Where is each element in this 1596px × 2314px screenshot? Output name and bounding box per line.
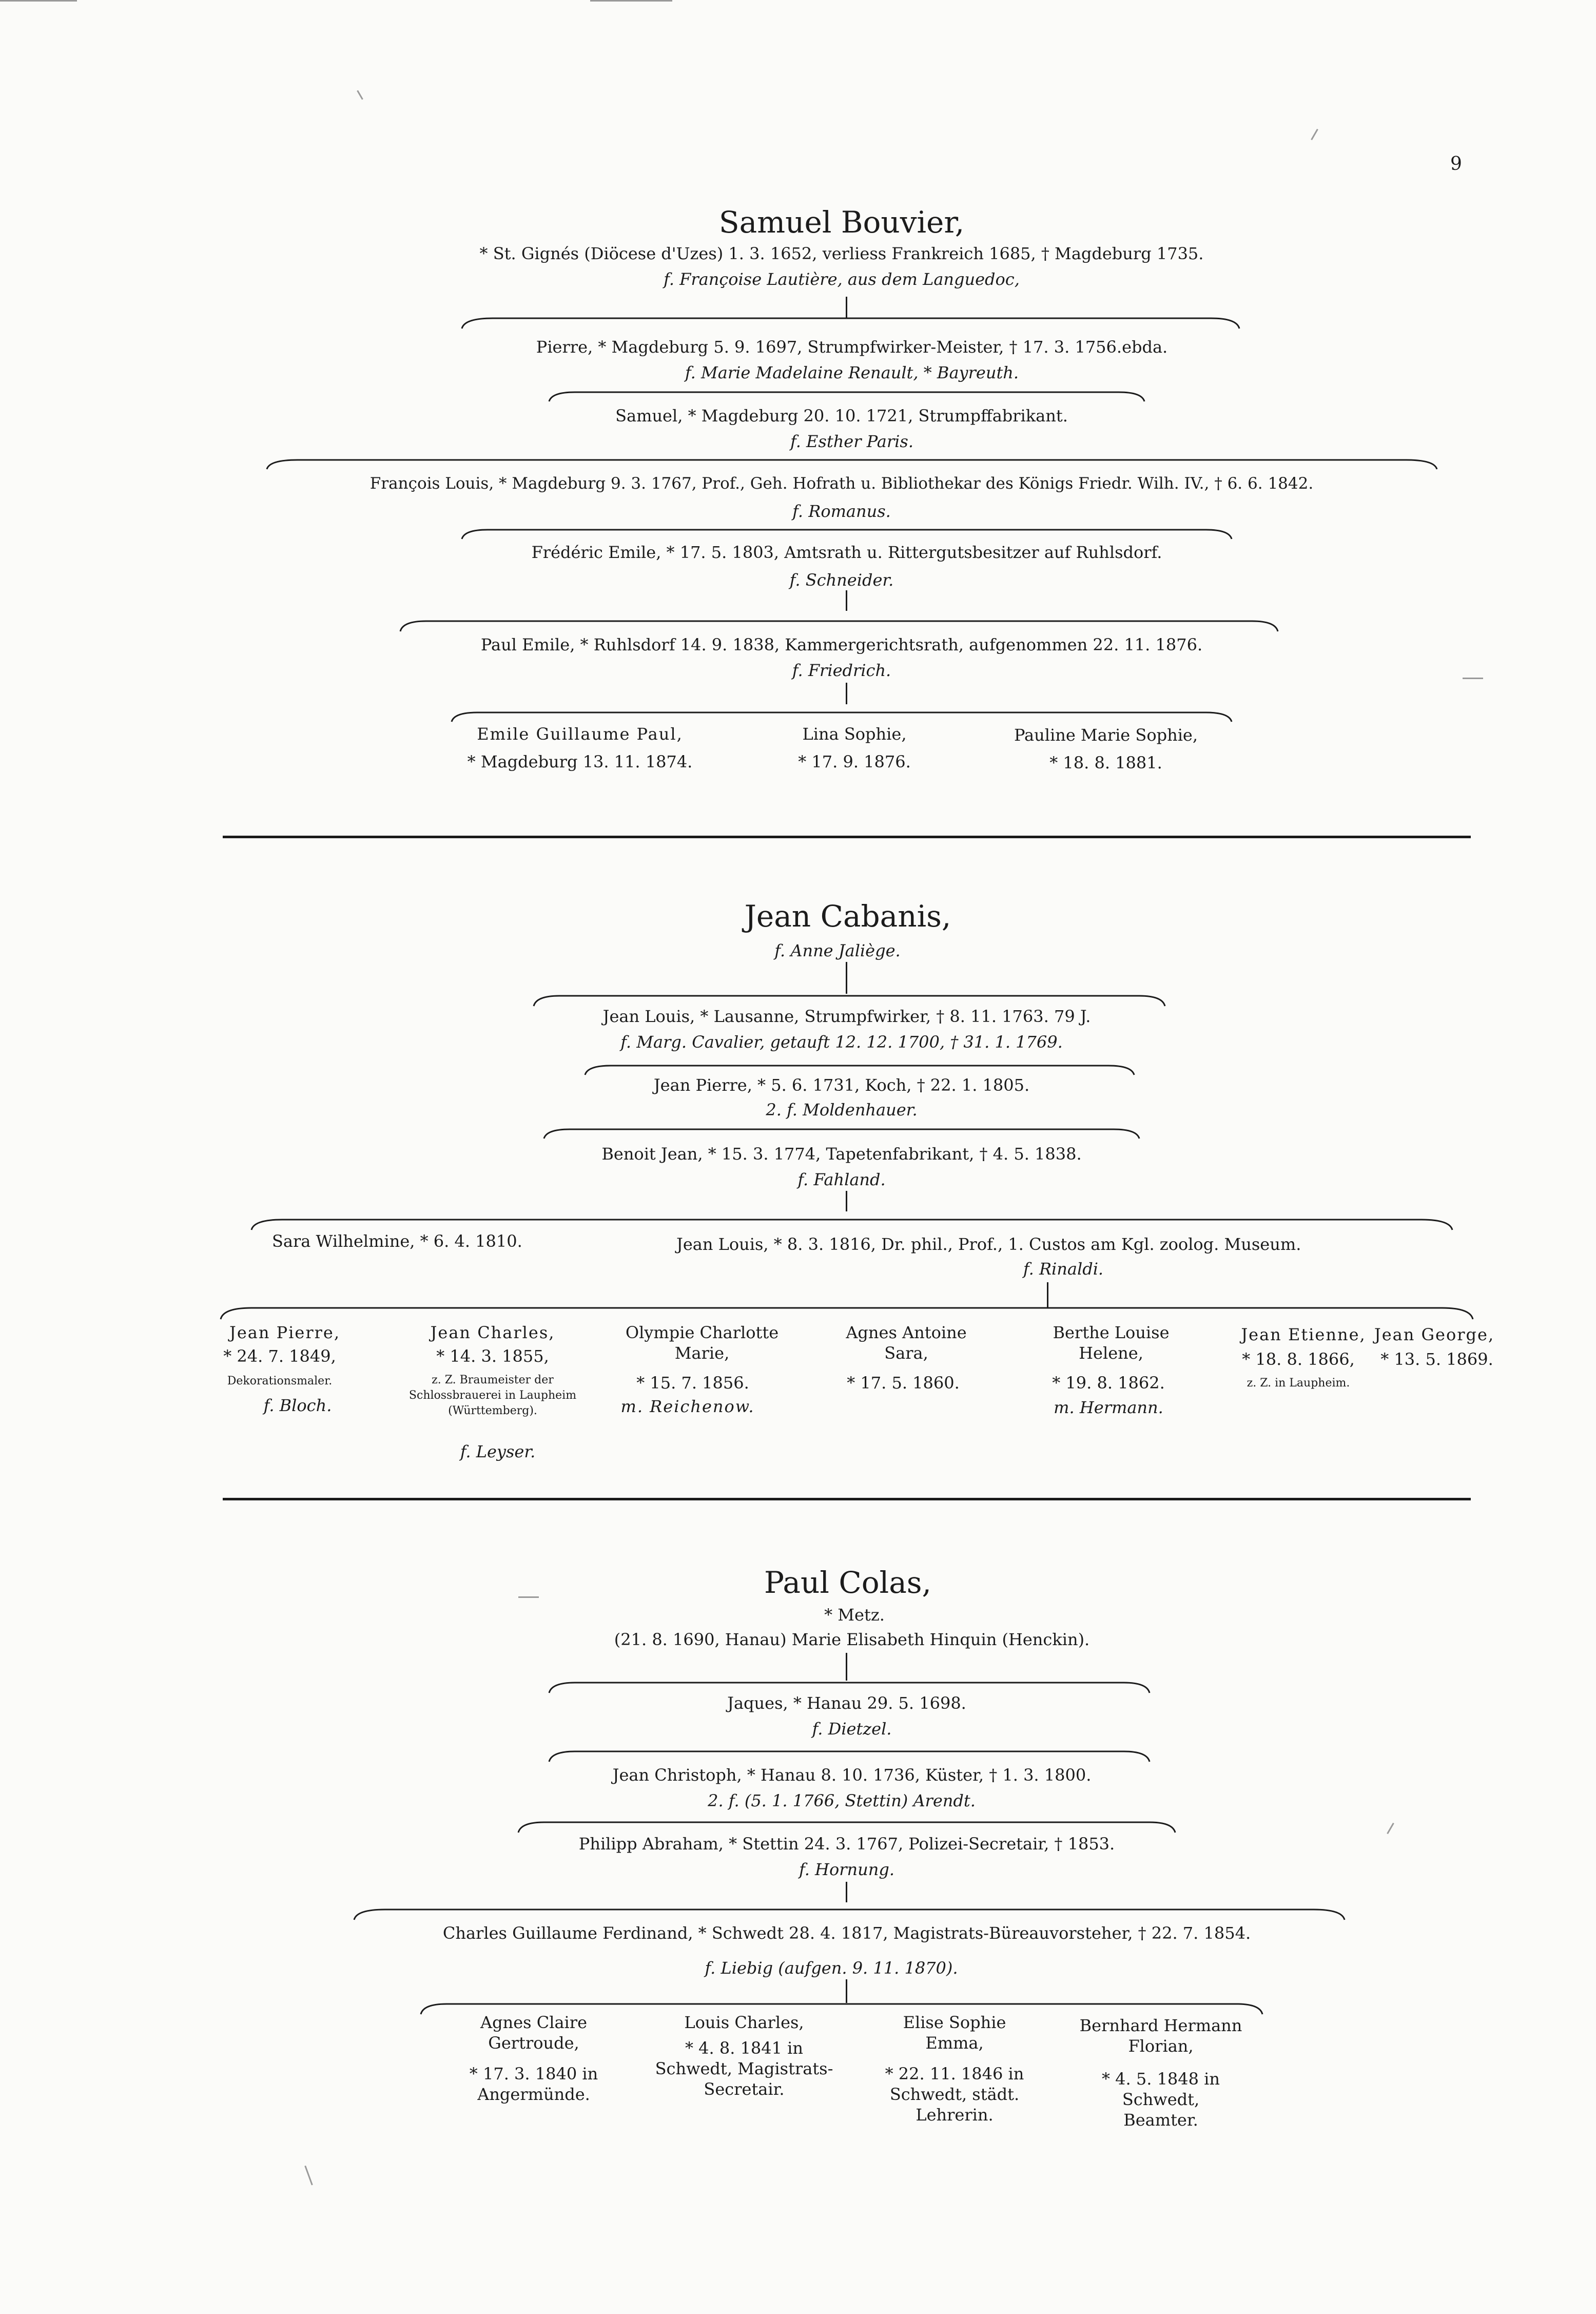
child-name: Jean George, bbox=[1374, 1325, 1495, 1344]
child-name: Emile Guillaume Paul, bbox=[477, 724, 683, 744]
family-line: f. Schneider. bbox=[789, 570, 894, 590]
family-line: f. Friedrich. bbox=[792, 661, 891, 680]
child-info: * 15. 7. 1856. bbox=[636, 1373, 749, 1393]
child-name: Olympie Charlotte Marie, bbox=[625, 1323, 779, 1363]
family-line: f. Anne Jaliège. bbox=[774, 941, 901, 960]
child-name: Elise Sophie Emma, bbox=[903, 2013, 1006, 2053]
scan-mark bbox=[304, 2166, 313, 2186]
family-line: Jaques, * Hanau 29. 5. 1698. bbox=[727, 1693, 966, 1713]
family-line: Jean Louis, * 8. 3. 1816, Dr. phil., Prof., 1. Custos am Kgl. zoolog. Museum. bbox=[676, 1235, 1301, 1254]
family-line: Jean Christoph, * Hanau 8. 10. 1736, Küster, † 1. 3. 1800. bbox=[612, 1765, 1092, 1785]
tree-connector bbox=[1047, 1282, 1048, 1308]
child-name: Jean Etienne, bbox=[1241, 1325, 1366, 1344]
child-name: Lina Sophie, bbox=[802, 724, 907, 744]
family-line: * Metz. bbox=[824, 1605, 885, 1625]
family-line: (21. 8. 1690, Hanau) Marie Elisabeth Hinquin (Henckin). bbox=[614, 1630, 1090, 1649]
family-title: Jean Cabanis, bbox=[744, 899, 951, 934]
family-line: 2. f. (5. 1. 1766, Stettin) Arendt. bbox=[708, 1791, 976, 1810]
section-divider bbox=[223, 836, 1471, 838]
child-info: * 17. 9. 1876. bbox=[798, 752, 911, 772]
child-info: * 19. 8. 1862. bbox=[1052, 1373, 1165, 1393]
child-spouse: f. Leyser. bbox=[460, 1442, 536, 1461]
scan-mark bbox=[1311, 129, 1318, 140]
family-title: Paul Colas, bbox=[764, 1565, 931, 1600]
family-line: f. Dietzel. bbox=[812, 1719, 892, 1739]
family-line: Paul Emile, * Ruhlsdorf 14. 9. 1838, Kammergerichtsrath, aufgenommen 22. 11. 1876. bbox=[480, 635, 1203, 654]
child-info: * 13. 5. 1869. bbox=[1380, 1349, 1493, 1369]
child-info: * 17. 5. 1860. bbox=[847, 1373, 960, 1393]
child-name: Bernhard Hermann Florian, bbox=[1079, 2016, 1242, 2056]
family-line: Sara Wilhelmine, * 6. 4. 1810. bbox=[272, 1231, 522, 1251]
scan-mark bbox=[518, 1596, 539, 1598]
family-line: Pierre, * Magdeburg 5. 9. 1697, Strumpfwirker-Meister, † 17. 3. 1756.ebda. bbox=[536, 337, 1168, 357]
child-name: Jean Pierre, bbox=[229, 1323, 341, 1342]
tree-connector bbox=[846, 1882, 847, 1902]
family-line: Philipp Abraham, * Stettin 24. 3. 1767, Polizei-Secretair, † 1853. bbox=[578, 1834, 1115, 1854]
child-name: Pauline Marie Sophie, bbox=[1014, 725, 1198, 745]
scan-mark bbox=[590, 0, 672, 2]
family-line: f. Esther Paris. bbox=[790, 432, 913, 451]
family-line: f. Rinaldi. bbox=[1023, 1259, 1104, 1279]
family-line: f. Marie Madelaine Renault, * Bayreuth. bbox=[685, 363, 1019, 382]
tree-connector bbox=[846, 1191, 847, 1211]
child-note: Dekorationsmaler. bbox=[227, 1375, 333, 1387]
scan-mark bbox=[0, 0, 77, 2]
child-info: * 4. 8. 1841 in Schwedt, Magistrats-Secretair. bbox=[655, 2038, 833, 2099]
family-line: Charles Guillaume Ferdinand, * Schwedt 28. 4. 1817, Magistrats-Büreauvorsteher, † 22. 7. 1854. bbox=[442, 1923, 1251, 1943]
family-line: Benoit Jean, * 15. 3. 1774, Tapetenfabrikant, † 4. 5. 1838. bbox=[601, 1144, 1082, 1164]
child-name: Jean Charles, bbox=[430, 1323, 555, 1342]
family-line: f. Liebig (aufgen. 9. 11. 1870). bbox=[705, 1958, 958, 1978]
scan-mark bbox=[357, 90, 363, 100]
page-number: 9 bbox=[1450, 153, 1462, 175]
scan-mark bbox=[1463, 678, 1483, 679]
tree-connector bbox=[846, 1979, 847, 2003]
family-line: f. Marg. Cavalier, getauft 12. 12. 1700, † 31. 1. 1769. bbox=[620, 1032, 1063, 1052]
family-line: Jean Louis, * Lausanne, Strumpfwirker, † 8. 11. 1763. 79 J. bbox=[602, 1007, 1091, 1026]
family-line: f. Fahland. bbox=[797, 1170, 886, 1189]
child-spouse: m. Reichenow. bbox=[620, 1397, 755, 1416]
child-info: * 14. 3. 1855, bbox=[436, 1346, 549, 1366]
child-name: Agnes Antoine Sara, bbox=[846, 1323, 967, 1363]
child-info: * 22. 11. 1846 in Schwedt, städt. Lehrerin. bbox=[885, 2064, 1024, 2125]
child-info: * Magdeburg 13. 11. 1874. bbox=[467, 752, 693, 772]
tree-connector bbox=[846, 683, 847, 704]
tree-connector bbox=[846, 297, 847, 318]
tree-connector bbox=[846, 1653, 847, 1681]
child-info: * 4. 5. 1848 in Schwedt, Beamter. bbox=[1101, 2069, 1220, 2130]
family-line: 2. f. Moldenhauer. bbox=[766, 1100, 918, 1120]
child-name: Louis Charles, bbox=[684, 2013, 804, 2032]
section-divider bbox=[223, 1498, 1471, 1500]
family-line: * St. Gignés (Diöcese d'Uzes) 1. 3. 1652, verliess Frankreich 1685, † Magdeburg 1735. bbox=[479, 244, 1204, 263]
child-name: Berthe Louise Helene, bbox=[1053, 1323, 1170, 1363]
child-spouse: f. Bloch. bbox=[263, 1396, 332, 1415]
child-info: * 17. 3. 1840 in Angermünde. bbox=[469, 2064, 598, 2104]
family-line: Frédéric Emile, * 17. 5. 1803, Amtsrath u. Rittergutsbesitzer auf Ruhlsdorf. bbox=[531, 543, 1162, 562]
tree-connector bbox=[846, 962, 847, 994]
tree-connector bbox=[846, 590, 847, 611]
family-line: Jean Pierre, * 5. 6. 1731, Koch, † 22. 1. 1805. bbox=[653, 1075, 1030, 1095]
child-note: z. Z. in Laupheim. bbox=[1247, 1377, 1350, 1390]
child-info: * 18. 8. 1881. bbox=[1049, 753, 1162, 773]
child-note: z. Z. Braumeister der Schlossbrauerei in Laupheim (Württemberg). bbox=[408, 1374, 577, 1417]
family-line: Samuel, * Magdeburg 20. 10. 1721, Strumpffabrikant. bbox=[615, 406, 1068, 426]
family-line: f. Françoise Lautière, aus dem Languedoc, bbox=[664, 269, 1020, 289]
family-line: François Louis, * Magdeburg 9. 3. 1767, Prof., Geh. Hofrath u. Bibliothekar des Königs Friedr. Wilh. IV., † 6. 6. 1842. bbox=[369, 474, 1314, 493]
family-title: Samuel Bouvier, bbox=[718, 205, 965, 240]
child-info: * 24. 7. 1849, bbox=[223, 1346, 336, 1366]
child-info: * 18. 8. 1866, bbox=[1242, 1349, 1355, 1369]
scan-mark bbox=[1387, 1823, 1394, 1834]
family-line: f. Hornung. bbox=[799, 1860, 894, 1879]
child-spouse: m. Hermann. bbox=[1054, 1398, 1163, 1417]
child-name: Agnes Claire Gertroude, bbox=[480, 2013, 587, 2053]
family-line: f. Romanus. bbox=[792, 502, 891, 521]
